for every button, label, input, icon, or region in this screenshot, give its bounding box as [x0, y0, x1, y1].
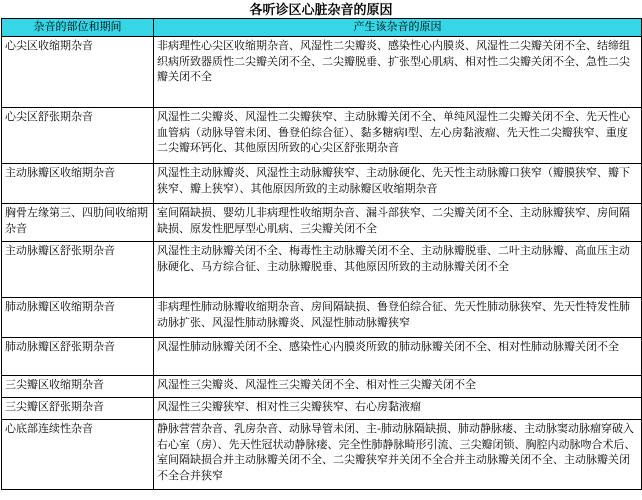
- region-cell: 主动脉瓣区收缩期杂音: [2, 164, 154, 204]
- region-cell: 三尖瓣区收缩期杂音: [2, 376, 154, 398]
- region-cell: 肺动脉瓣区舒张期杂音: [2, 338, 154, 376]
- region-cell: 三尖瓣区舒张期杂音: [2, 398, 154, 420]
- table-title: 各听诊区心脏杂音的原因: [249, 3, 393, 18]
- column-header-region: 杂音的部位和期间: [2, 19, 154, 37]
- cause-cell: 风湿性主动脉瓣炎、风湿性主动脉瓣狭窄、主动脉硬化、先天性主动脉瓣口狭窄（瓣膜狭窄、瓣下狭窄、瓣上狭窄）、其他原因所致的主动脉瓣区收缩期杂音: [154, 164, 642, 204]
- table-row: [2, 204, 642, 242]
- table-row: [2, 108, 642, 164]
- cause-cell: 风湿性二尖瓣炎、风湿性二尖瓣狭窄、主动脉瓣关闭不全、单纯风湿性二尖瓣关闭不全、先天性心血管病（动脉导管未闭、鲁登伯综合征）、黏多糖病Ⅰ型、左心房黏液瘤、先天性二尖瓣狭窄、重度二尖瓣环钙化、其他原因所致的心尖区舒张期杂音: [154, 108, 642, 164]
- table-row: [2, 398, 642, 420]
- cause-cell: 风湿性主动脉瓣关闭不全、梅毒性主动脉瓣关闭不全、主动脉瓣脱垂、二叶主动脉瓣、高血压主动脉硬化、马方综合征、主动脉瓣脱垂、其他原因所致的主动脉瓣关闭不全: [154, 242, 642, 298]
- cause-cell: 室间隔缺损、婴幼儿非病理性收缩期杂音、漏斗部狭窄、二尖瓣关闭不全、主动脉瓣狭窄、房间隔缺损、原发性肥厚型心肌病、三尖瓣关闭不全: [154, 204, 642, 242]
- region-cell: 主动脉瓣区舒张期杂音: [2, 242, 154, 298]
- table-row: [2, 37, 642, 108]
- table-header-row: [2, 19, 642, 37]
- table-row: [2, 242, 642, 298]
- region-cell: 心尖区收缩期杂音: [2, 37, 154, 108]
- region-cell: 胸骨左缘第三、四肋间收缩期杂音: [2, 204, 154, 242]
- table-row: [2, 420, 642, 490]
- cause-cell: 静脉营营杂音、乳房杂音、动脉导管未闭、主-肺动脉隔缺损、肺动静脉瘘、主动脉窦动脉瘤穿破入右心室（房）、先天性冠状动静脉瘘、完全性肺静脉畸形引流、三尖瓣闭锁、胸腔内动脉吻合术后、室间隔缺损合并主动脉瓣关闭不全、二尖瓣狭窄并关闭不全合并主动脉瓣关闭不全、主动脉瓣关闭不全合并狭窄: [154, 420, 642, 490]
- region-cell: 肺动脉瓣区收缩期杂音: [2, 298, 154, 338]
- cause-cell: 风湿性三尖瓣炎、风湿性三尖瓣关闭不全、相对性三尖瓣关闭不全: [154, 376, 642, 398]
- cause-cell: 风湿性三尖瓣狭窄、相对性三尖瓣狭窄、右心房黏液瘤: [154, 398, 642, 420]
- cause-cell: 非病理性肺动脉瓣收缩期杂音、房间隔缺损、鲁登伯综合征、先天性肺动脉狭窄、先天性特发性肺动脉扩张、风湿性肺动脉瓣炎、风湿性肺动脉瓣狭窄: [154, 298, 642, 338]
- murmur-cause-table: [1, 18, 642, 490]
- region-cell: 心尖区舒张期杂音: [2, 108, 154, 164]
- table-row: [2, 298, 642, 338]
- cause-cell: 风湿性肺动脉瓣关闭不全、感染性心内膜炎所致的肺动脉瓣关闭不全、相对性肺动脉瓣关闭不全: [154, 338, 642, 376]
- region-cell: 心底部连续性杂音: [2, 420, 154, 490]
- table-row: [2, 376, 642, 398]
- cause-cell: 非病理性心尖区收缩期杂音、风湿性二尖瓣炎、感染性心内膜炎、风湿性二尖瓣关闭不全、结缔组织病所致器质性二尖瓣关闭不全、二尖瓣脱垂、扩张型心肌病、相对性二尖瓣关闭不全、急性二尖瓣关闭不全: [154, 37, 642, 108]
- table-row: [2, 164, 642, 204]
- table-row: [2, 338, 642, 376]
- column-header-cause: 产生该杂音的原因: [154, 19, 642, 37]
